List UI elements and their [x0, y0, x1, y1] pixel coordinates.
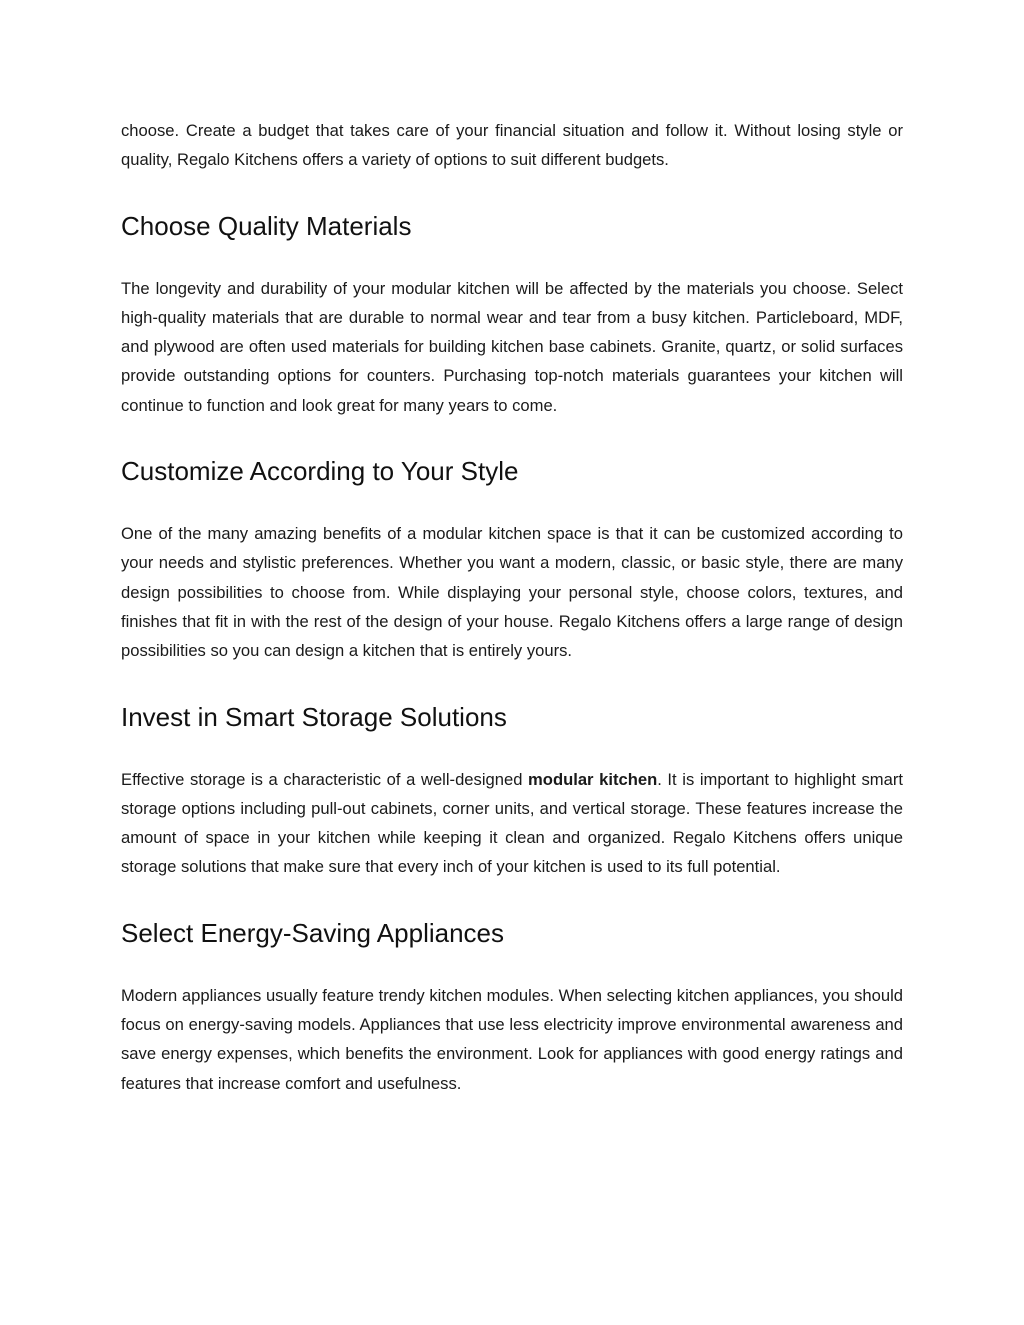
section-customize-style [121, 454, 903, 665]
section-energy-appliances [121, 916, 903, 1098]
section-smart-storage [121, 700, 903, 882]
section-heading: Select Energy-Saving Appliances [121, 917, 505, 948]
paragraph-text: . It is important to highlight smart storage options including pull-out cabinets, corner units, and vertical storage. These features increase the amount of space in your kitchen while keeping it clean and organized. Regalo Kitchens offers unique storage solutions that make sure that every inch of your kitchen is used to its full potential. [121, 769, 903, 877]
section-paragraph [121, 765, 903, 882]
document-page [121, 116, 903, 1132]
section-heading: Customize According to Your Style [121, 456, 519, 487]
section-paragraph: The longevity and durability of your modular kitchen will be affected by the materials you choose. Select high-quality materials that are durable to normal wear and tear from a busy kitchen. Particleboard, MDF, and plywood are often used materials for building kitchen base cabinets. Granite, quartz, or solid surfaces provide outstanding options for counters. Purchasing top-notch materials guarantees your kitchen will continue to function and look great for many years to come. [121, 278, 903, 415]
section-heading: Invest in Smart Storage Solutions [121, 701, 507, 732]
paragraph-text: Effective storage is a characteristic of a well-designed [121, 769, 529, 789]
section-quality-materials [121, 209, 903, 420]
section-paragraph: Modern appliances usually feature trendy kitchen modules. When selecting kitchen appliances, you should focus on energy-saving models. Appliances that use less electricity improve environmental awareness and save energy expenses, which benefits the environment. Look for appliances with good energy ratings and features that increase comfort and usefulness. [121, 985, 903, 1093]
intro-paragraph: choose. Create a budget that takes care of your financial situation and follow it. Without losing style or quality, Regalo Kitchens offers a variety of options to suit different budgets. [121, 121, 903, 170]
section-paragraph: One of the many amazing benefits of a modular kitchen space is that it can be customized according to your needs and stylistic preferences. Whether you want a modern, classic, or basic style, there are many design possibilities to choose from. While displaying your personal style, choose colors, textures, and finishes that fit in with the rest of the design of your house. Regalo Kitchens offers a large range of design possibilities so you can design a kitchen that is entirely yours. [121, 524, 903, 661]
section-heading: Choose Quality Materials [121, 210, 412, 241]
bold-keyword: modular kitchen [528, 769, 658, 789]
